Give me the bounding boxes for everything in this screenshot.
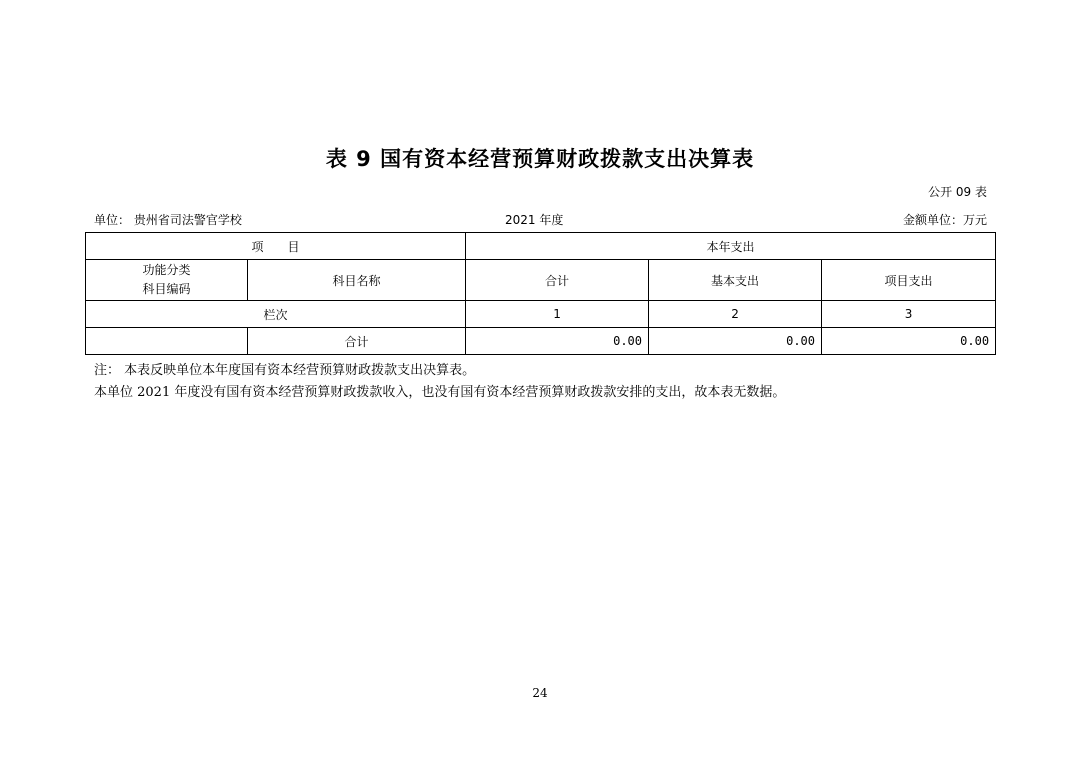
table-row <box>86 328 996 355</box>
currency-unit: 金额单位：万元 <box>902 213 987 227</box>
header-basic: 基本支出 <box>649 260 822 301</box>
header-subject-name: 科目名称 <box>248 260 466 301</box>
row-index-3: 3 <box>822 301 996 328</box>
fiscal-year: 2021 年度 <box>505 213 564 227</box>
form-code: 公开 09 表 <box>928 185 987 199</box>
basic-value: 0.00 <box>649 328 822 355</box>
row-index-2: 2 <box>649 301 822 328</box>
total-value: 0.00 <box>466 328 649 355</box>
note-line-1: 注： 本表反映单位本年度国有资本经营预算财政拨款支出决算表。 <box>94 363 476 378</box>
header-total: 合计 <box>466 260 649 301</box>
row-index-label: 栏次 <box>86 301 466 328</box>
header-item: 项 目 <box>86 233 466 260</box>
note-line-2: 本单位 2021 年度没有国有资本经营预算财政拨款收入，也没有国有资本经营预算财政拨款安排的支出，故本表无数据。 <box>94 385 786 400</box>
header-function-code <box>86 260 248 301</box>
project-value: 0.00 <box>822 328 996 355</box>
header-function-line1: 功能分类 <box>142 263 191 277</box>
expenditure-table <box>85 232 996 355</box>
page-number: 24 <box>532 686 548 700</box>
header-current-year: 本年支出 <box>466 233 996 260</box>
total-label: 合计 <box>248 328 466 355</box>
row-index-1: 1 <box>466 301 649 328</box>
page-title: 表 9 国有资本经营预算财政拨款支出决算表 <box>325 147 755 171</box>
header-function-line2: 科目编码 <box>142 282 191 296</box>
header-project: 项目支出 <box>822 260 996 301</box>
unit-label: 单位： 贵州省司法警官学校 <box>94 213 242 227</box>
table-subheader-row <box>86 260 996 301</box>
table-header-row <box>86 233 996 260</box>
table-row <box>86 301 996 328</box>
empty-cell <box>86 328 248 355</box>
